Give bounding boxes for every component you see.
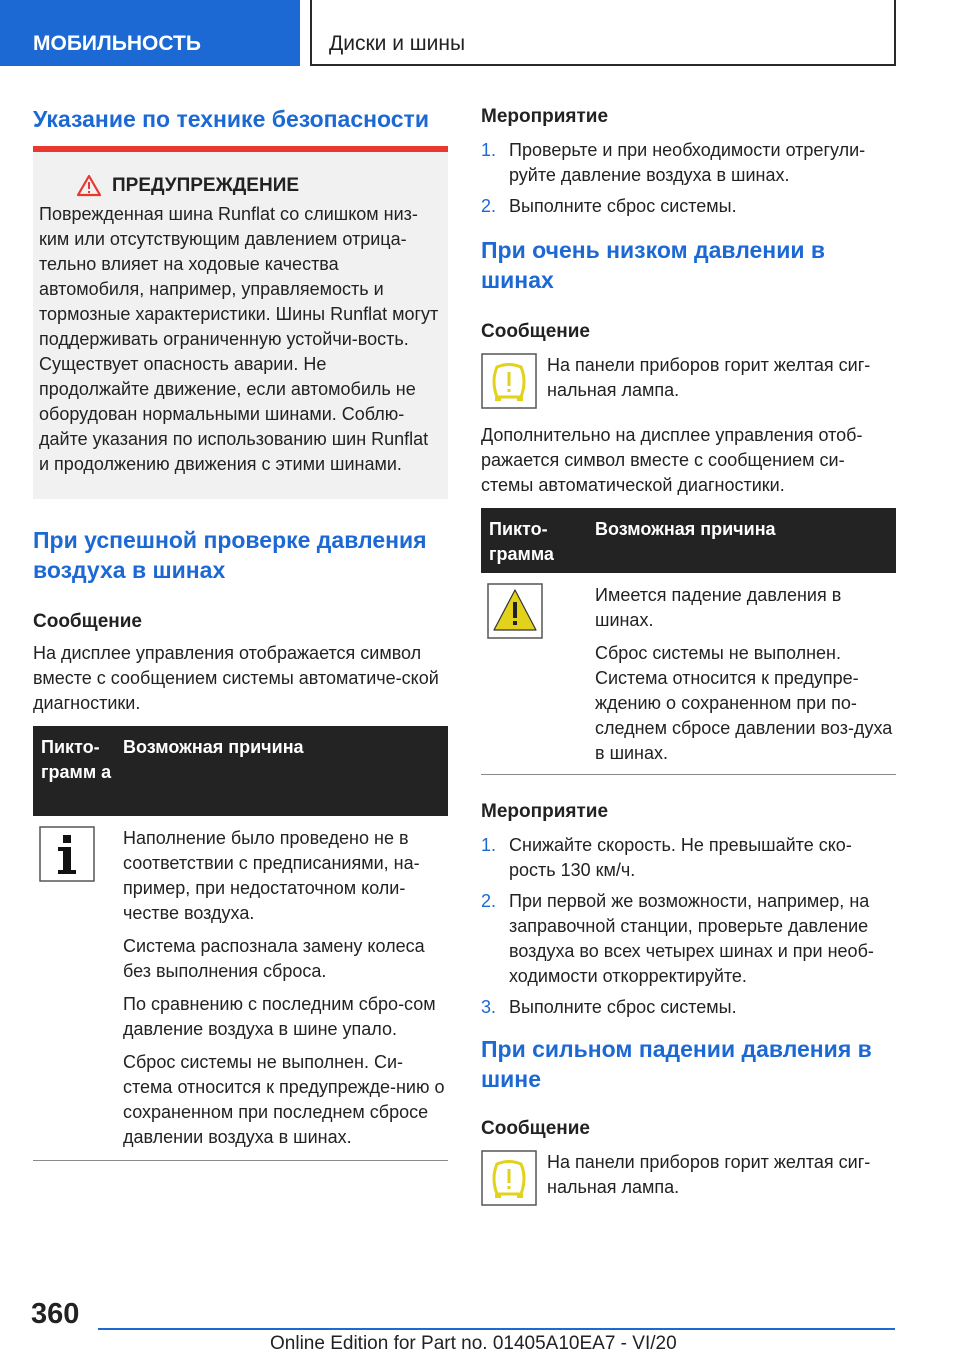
table-cell-icon xyxy=(481,583,595,766)
cause-item: По сравнению с последним сбро-сом давление воздуха в шине упало. xyxy=(123,994,436,1039)
lamp-message xyxy=(481,353,896,409)
step-text: Проверьте и при необходимости отрегули-руйте давление воздуха в шинах. xyxy=(509,140,866,185)
step-text: Выполните сброс системы. xyxy=(509,196,737,216)
measures-heading: Мероприятие xyxy=(481,801,609,822)
cause-item: Имеется падение давления в шинах. xyxy=(595,585,842,630)
step-number: 2. xyxy=(481,891,497,911)
pressure-drop-heading: При сильном падении давления в шине xyxy=(481,1036,872,1092)
warning-box xyxy=(33,152,448,499)
cause-item: Сброс системы не выполнен. Си-стема относится к предупрежде-нию о сохраненном при последнем сбросе давлении воздуха в шинах. xyxy=(123,1052,445,1147)
safety-heading: Указание по технике безопасности xyxy=(33,106,429,132)
lamp-text: На панели приборов горит желтая сиг-нальная лампа. xyxy=(547,1152,871,1197)
tire-pressure-lamp-icon xyxy=(481,353,537,409)
chapter-title: Диски и шины xyxy=(310,0,896,66)
list-item xyxy=(481,995,896,1020)
table-col-pictogram: Пикто-грамм а xyxy=(41,737,112,782)
list-item xyxy=(481,889,896,989)
tire-pressure-lamp-icon xyxy=(481,1150,537,1206)
info-icon xyxy=(39,826,95,882)
cause-table xyxy=(481,508,896,775)
table-cell-icon xyxy=(33,826,119,1150)
check-heading: При успешной проверке давления воздуха в шинах xyxy=(33,527,427,583)
steps-list xyxy=(481,138,896,219)
lamp-text: На панели приборов горит желтая сиг-нальная лампа. xyxy=(547,355,871,400)
message-heading: Сообщение xyxy=(481,1118,590,1139)
section-tab[interactable]: МОБИЛЬНОСТЬ xyxy=(0,0,300,66)
table-cell-causes xyxy=(595,583,896,766)
table-row xyxy=(481,573,896,775)
table-header xyxy=(33,726,448,816)
message-text: На дисплее управления отображается символ вместе с сообщением системы автоматиче-ской диагностики. xyxy=(33,643,439,713)
step-number: 1. xyxy=(481,140,497,160)
list-item xyxy=(481,138,896,188)
table-cell-causes xyxy=(119,826,448,1150)
step-number: 3. xyxy=(481,997,497,1017)
table-row xyxy=(33,816,448,1161)
table-col-pictogram: Пикто-грамма xyxy=(489,519,554,564)
message-heading: Сообщение xyxy=(33,611,142,632)
table-col-cause: Возможная причина xyxy=(123,737,304,757)
measures-heading: Мероприятие xyxy=(481,106,609,127)
low-pressure-heading: При очень низком давлении в шинах xyxy=(481,237,826,293)
warning-header xyxy=(76,174,440,197)
step-text: Выполните сброс системы. xyxy=(509,997,737,1017)
footer-rule xyxy=(98,1328,895,1330)
step-number: 2. xyxy=(481,196,497,216)
step-text: При первой же возможности, например, на заправочной станции, проверьте давление воздуха во всех четырех шинах и при необ-ходимости откорректируйте. xyxy=(509,891,874,986)
table-col-cause: Возможная причина xyxy=(595,519,776,539)
warning-triangle-icon xyxy=(76,174,102,197)
steps-list xyxy=(481,833,896,1020)
page-number: 360 xyxy=(31,1298,80,1330)
cause-item: Сброс системы не выполнен. Система относится к предупре-ждению о сохраненном при по-следнем сбросе давлении воз-духа в шинах. xyxy=(595,643,893,763)
list-item xyxy=(481,833,896,883)
table-header xyxy=(481,508,896,573)
right-column xyxy=(481,100,896,1206)
list-item xyxy=(481,194,896,219)
cause-item: Система распознала замену колеса без выполнения сброса. xyxy=(123,936,425,981)
edition-text: Online Edition for Part no. 01405A10EA7 - VI/20 xyxy=(270,1333,677,1354)
display-text: Дополнительно на дисплее управления отоб-ражается символ вместе с сообщением си-стемы автоматической диагностики. xyxy=(481,425,863,495)
step-text: Снижайте скорость. Не превышайте ско-рость 130 км/ч. xyxy=(509,835,852,880)
step-number: 1. xyxy=(481,835,497,855)
warning-text: Поврежденная шина Runflat со слишком низ-ким или отсутствующим давлением отрица-тельно влияет на ходовые качества автомобиля, например, управляемость и тормозные характеристики. Шины Runflat могут поддерживать ограниченную устойчи-вость. Существует опасность аварии. Не продолжайте движение, если автомобиль не оборудован нормальными шинами. Соблю-дайте указания по использованию шин Runflat и продолжению движения с этими шинами. xyxy=(39,204,439,474)
warning-label: ПРЕДУПРЕЖДЕНИЕ xyxy=(112,174,300,196)
lamp-message xyxy=(481,1150,896,1206)
left-column xyxy=(33,100,448,1161)
cause-table xyxy=(33,726,448,1161)
message-heading: Сообщение xyxy=(481,321,590,342)
warning-triangle-icon xyxy=(487,583,543,639)
cause-item: Наполнение было проведено не в соответствии с предписаниями, на-пример, при недостаточном коли-честве воздуха. xyxy=(123,828,420,923)
